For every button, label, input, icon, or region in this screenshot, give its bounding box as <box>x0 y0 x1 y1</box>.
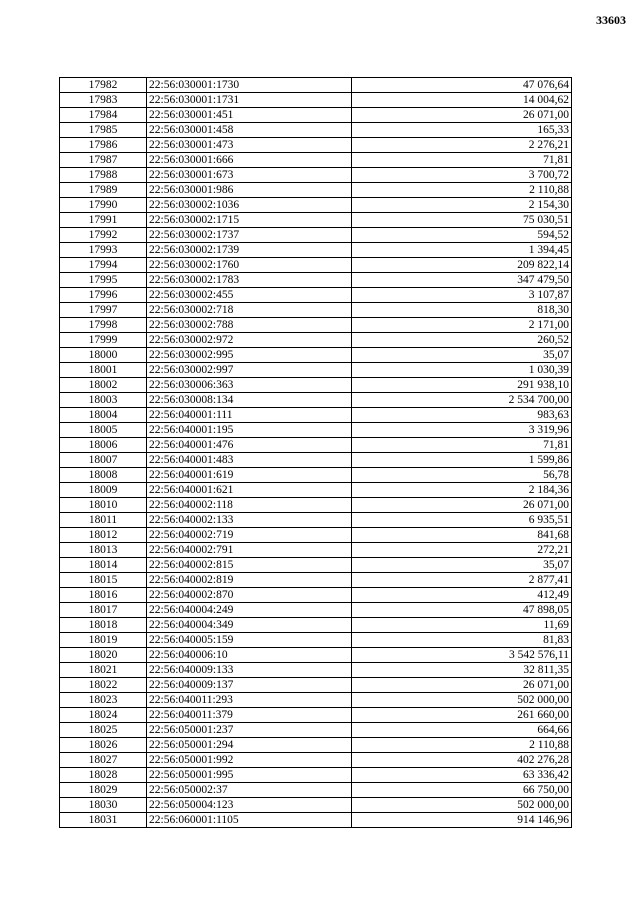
value-cell: 914 146,96 <box>352 813 572 828</box>
row-number-cell: 18008 <box>60 468 147 483</box>
cadastral-number-cell: 22:56:040001:476 <box>147 438 352 453</box>
value-cell: 75 030,51 <box>352 213 572 228</box>
table-row <box>60 558 572 573</box>
value-cell: 35,07 <box>352 348 572 363</box>
table-row <box>60 408 572 423</box>
value-cell: 63 336,42 <box>352 768 572 783</box>
row-number-cell: 18029 <box>60 783 147 798</box>
cadastral-number-cell: 22:56:030002:1036 <box>147 198 352 213</box>
cadastral-number-cell: 22:56:040011:379 <box>147 708 352 723</box>
table-row <box>60 738 572 753</box>
cadastral-number-cell: 22:56:030001:473 <box>147 138 352 153</box>
value-cell: 2 171,00 <box>352 318 572 333</box>
cadastral-number-cell: 22:56:040002:791 <box>147 543 352 558</box>
row-number-cell: 18005 <box>60 423 147 438</box>
value-cell: 81,83 <box>352 633 572 648</box>
row-number-cell: 17993 <box>60 243 147 258</box>
cadastral-number-cell: 22:56:040002:819 <box>147 573 352 588</box>
value-cell: 3 107,87 <box>352 288 572 303</box>
value-cell: 594,52 <box>352 228 572 243</box>
value-cell: 260,52 <box>352 333 572 348</box>
value-cell: 2 110,88 <box>352 183 572 198</box>
value-cell: 3 700,72 <box>352 168 572 183</box>
value-cell: 26 071,00 <box>352 678 572 693</box>
value-cell: 26 071,00 <box>352 108 572 123</box>
value-cell: 11,69 <box>352 618 572 633</box>
value-cell: 1 394,45 <box>352 243 572 258</box>
cadastral-number-cell: 22:56:040002:118 <box>147 498 352 513</box>
cadastral-number-cell: 22:56:030002:972 <box>147 333 352 348</box>
table-row <box>60 708 572 723</box>
table-row <box>60 783 572 798</box>
table-row <box>60 303 572 318</box>
table-row <box>60 423 572 438</box>
value-cell: 272,21 <box>352 543 572 558</box>
row-number-cell: 17986 <box>60 138 147 153</box>
table-row <box>60 123 572 138</box>
row-number-cell: 18002 <box>60 378 147 393</box>
value-cell: 2 534 700,00 <box>352 393 572 408</box>
row-number-cell: 18015 <box>60 573 147 588</box>
value-cell: 2 110,88 <box>352 738 572 753</box>
cadastral-number-cell: 22:56:060001:1105 <box>147 813 352 828</box>
row-number-cell: 18031 <box>60 813 147 828</box>
cadastral-number-cell: 22:56:040002:133 <box>147 513 352 528</box>
cadastral-number-cell: 22:56:030002:718 <box>147 303 352 318</box>
table-row <box>60 603 572 618</box>
row-number-cell: 17997 <box>60 303 147 318</box>
row-number-cell: 18030 <box>60 798 147 813</box>
table-row <box>60 153 572 168</box>
cadastral-number-cell: 22:56:040002:815 <box>147 558 352 573</box>
table-row <box>60 468 572 483</box>
row-number-cell: 18017 <box>60 603 147 618</box>
table-row <box>60 663 572 678</box>
cadastral-number-cell: 22:56:040001:111 <box>147 408 352 423</box>
cadastral-number-cell: 22:56:030001:673 <box>147 168 352 183</box>
cadastral-number-cell: 22:56:040005:159 <box>147 633 352 648</box>
row-number-cell: 17994 <box>60 258 147 273</box>
cadastral-number-cell: 22:56:040002:870 <box>147 588 352 603</box>
row-number-cell: 18007 <box>60 453 147 468</box>
row-number-cell: 17992 <box>60 228 147 243</box>
row-number-cell: 18020 <box>60 648 147 663</box>
page-number: 33603 <box>596 13 626 27</box>
table-row <box>60 378 572 393</box>
table-row <box>60 798 572 813</box>
cadastral-number-cell: 22:56:030002:1715 <box>147 213 352 228</box>
row-number-cell: 18009 <box>60 483 147 498</box>
table-row <box>60 243 572 258</box>
cadastral-number-cell: 22:56:030008:134 <box>147 393 352 408</box>
table-row <box>60 693 572 708</box>
table-row <box>60 333 572 348</box>
table-row <box>60 723 572 738</box>
cadastral-number-cell: 22:56:050001:995 <box>147 768 352 783</box>
value-cell: 347 479,50 <box>352 273 572 288</box>
row-number-cell: 17985 <box>60 123 147 138</box>
row-number-cell: 18010 <box>60 498 147 513</box>
value-cell: 66 750,00 <box>352 783 572 798</box>
table-row <box>60 678 572 693</box>
row-number-cell: 18026 <box>60 738 147 753</box>
cadastral-number-cell: 22:56:040001:483 <box>147 453 352 468</box>
row-number-cell: 18011 <box>60 513 147 528</box>
value-cell: 2 184,36 <box>352 483 572 498</box>
value-cell: 3 542 576,11 <box>352 648 572 663</box>
cadastral-number-cell: 22:56:040004:349 <box>147 618 352 633</box>
table-row <box>60 78 572 93</box>
cadastral-number-cell: 22:56:030002:455 <box>147 288 352 303</box>
table-row <box>60 168 572 183</box>
value-cell: 47 898,05 <box>352 603 572 618</box>
cadastral-number-cell: 22:56:040006:10 <box>147 648 352 663</box>
table-row <box>60 288 572 303</box>
cadastral-number-cell: 22:56:050002:37 <box>147 783 352 798</box>
cadastral-number-cell: 22:56:040009:137 <box>147 678 352 693</box>
value-cell: 6 935,51 <box>352 513 572 528</box>
value-cell: 502 000,00 <box>352 693 572 708</box>
row-number-cell: 18014 <box>60 558 147 573</box>
table-row <box>60 183 572 198</box>
value-cell: 1 599,86 <box>352 453 572 468</box>
row-number-cell: 17998 <box>60 318 147 333</box>
table-row <box>60 588 572 603</box>
table-row <box>60 528 572 543</box>
value-cell: 35,07 <box>352 558 572 573</box>
row-number-cell: 17984 <box>60 108 147 123</box>
cadastral-number-cell: 22:56:030002:788 <box>147 318 352 333</box>
row-number-cell: 17982 <box>60 78 147 93</box>
value-cell: 71,81 <box>352 153 572 168</box>
value-cell: 502 000,00 <box>352 798 572 813</box>
cadastral-number-cell: 22:56:030002:1783 <box>147 273 352 288</box>
row-number-cell: 18021 <box>60 663 147 678</box>
cadastral-number-cell: 22:56:040001:621 <box>147 483 352 498</box>
table-body <box>60 78 572 828</box>
row-number-cell: 18001 <box>60 363 147 378</box>
table-row <box>60 348 572 363</box>
cadastral-number-cell: 22:56:030001:1730 <box>147 78 352 93</box>
table-row <box>60 138 572 153</box>
table-row <box>60 273 572 288</box>
row-number-cell: 17995 <box>60 273 147 288</box>
cadastral-number-cell: 22:56:030001:451 <box>147 108 352 123</box>
cadastral-number-cell: 22:56:040001:195 <box>147 423 352 438</box>
row-number-cell: 18023 <box>60 693 147 708</box>
cadastral-number-cell: 22:56:030001:458 <box>147 123 352 138</box>
cadastral-number-cell: 22:56:050001:237 <box>147 723 352 738</box>
row-number-cell: 17991 <box>60 213 147 228</box>
value-cell: 412,49 <box>352 588 572 603</box>
row-number-cell: 18024 <box>60 708 147 723</box>
value-cell: 664,66 <box>352 723 572 738</box>
table-row <box>60 753 572 768</box>
row-number-cell: 17990 <box>60 198 147 213</box>
value-cell: 3 319,96 <box>352 423 572 438</box>
data-table-container <box>59 77 571 828</box>
cadastral-number-cell: 22:56:030001:1731 <box>147 93 352 108</box>
table-row <box>60 258 572 273</box>
row-number-cell: 17988 <box>60 168 147 183</box>
row-number-cell: 18016 <box>60 588 147 603</box>
table-row <box>60 93 572 108</box>
value-cell: 47 076,64 <box>352 78 572 93</box>
cadastral-number-cell: 22:56:030002:1739 <box>147 243 352 258</box>
table-row <box>60 513 572 528</box>
cadastral-number-cell: 22:56:030001:666 <box>147 153 352 168</box>
cadastral-number-cell: 22:56:030002:1760 <box>147 258 352 273</box>
row-number-cell: 18006 <box>60 438 147 453</box>
value-cell: 1 030,39 <box>352 363 572 378</box>
table-row <box>60 453 572 468</box>
value-cell: 818,30 <box>352 303 572 318</box>
row-number-cell: 18022 <box>60 678 147 693</box>
cadastral-number-cell: 22:56:030002:997 <box>147 363 352 378</box>
value-cell: 165,33 <box>352 123 572 138</box>
value-cell: 71,81 <box>352 438 572 453</box>
cadastral-number-cell: 22:56:040001:619 <box>147 468 352 483</box>
table-row <box>60 393 572 408</box>
cadastral-number-cell: 22:56:040002:719 <box>147 528 352 543</box>
row-number-cell: 17983 <box>60 93 147 108</box>
table-row <box>60 438 572 453</box>
table-row <box>60 228 572 243</box>
row-number-cell: 18000 <box>60 348 147 363</box>
row-number-cell: 18004 <box>60 408 147 423</box>
cadastral-number-cell: 22:56:050004:123 <box>147 798 352 813</box>
table-row <box>60 483 572 498</box>
cadastral-number-cell: 22:56:050001:294 <box>147 738 352 753</box>
value-cell: 983,63 <box>352 408 572 423</box>
table-row <box>60 768 572 783</box>
row-number-cell: 17999 <box>60 333 147 348</box>
row-number-cell: 17996 <box>60 288 147 303</box>
cadastral-number-cell: 22:56:040004:249 <box>147 603 352 618</box>
row-number-cell: 18018 <box>60 618 147 633</box>
data-table <box>59 77 572 828</box>
table-row <box>60 213 572 228</box>
table-row <box>60 318 572 333</box>
value-cell: 56,78 <box>352 468 572 483</box>
value-cell: 2 877,41 <box>352 573 572 588</box>
cadastral-number-cell: 22:56:050001:992 <box>147 753 352 768</box>
table-row <box>60 648 572 663</box>
value-cell: 841,68 <box>352 528 572 543</box>
row-number-cell: 18013 <box>60 543 147 558</box>
table-row <box>60 198 572 213</box>
table-row <box>60 543 572 558</box>
value-cell: 291 938,10 <box>352 378 572 393</box>
cadastral-number-cell: 22:56:030001:986 <box>147 183 352 198</box>
table-row <box>60 633 572 648</box>
row-number-cell: 18012 <box>60 528 147 543</box>
cadastral-number-cell: 22:56:030006:363 <box>147 378 352 393</box>
row-number-cell: 18027 <box>60 753 147 768</box>
table-row <box>60 108 572 123</box>
value-cell: 14 004,62 <box>352 93 572 108</box>
cadastral-number-cell: 22:56:040009:133 <box>147 663 352 678</box>
value-cell: 32 811,35 <box>352 663 572 678</box>
value-cell: 402 276,28 <box>352 753 572 768</box>
table-row <box>60 573 572 588</box>
row-number-cell: 18019 <box>60 633 147 648</box>
cadastral-number-cell: 22:56:030002:1737 <box>147 228 352 243</box>
row-number-cell: 17987 <box>60 153 147 168</box>
value-cell: 26 071,00 <box>352 498 572 513</box>
table-row <box>60 363 572 378</box>
cadastral-number-cell: 22:56:040011:293 <box>147 693 352 708</box>
row-number-cell: 17989 <box>60 183 147 198</box>
value-cell: 2 276,21 <box>352 138 572 153</box>
cadastral-number-cell: 22:56:030002:995 <box>147 348 352 363</box>
row-number-cell: 18025 <box>60 723 147 738</box>
table-row <box>60 813 572 828</box>
table-row <box>60 498 572 513</box>
value-cell: 261 660,00 <box>352 708 572 723</box>
value-cell: 2 154,30 <box>352 198 572 213</box>
table-row <box>60 618 572 633</box>
row-number-cell: 18028 <box>60 768 147 783</box>
value-cell: 209 822,14 <box>352 258 572 273</box>
row-number-cell: 18003 <box>60 393 147 408</box>
